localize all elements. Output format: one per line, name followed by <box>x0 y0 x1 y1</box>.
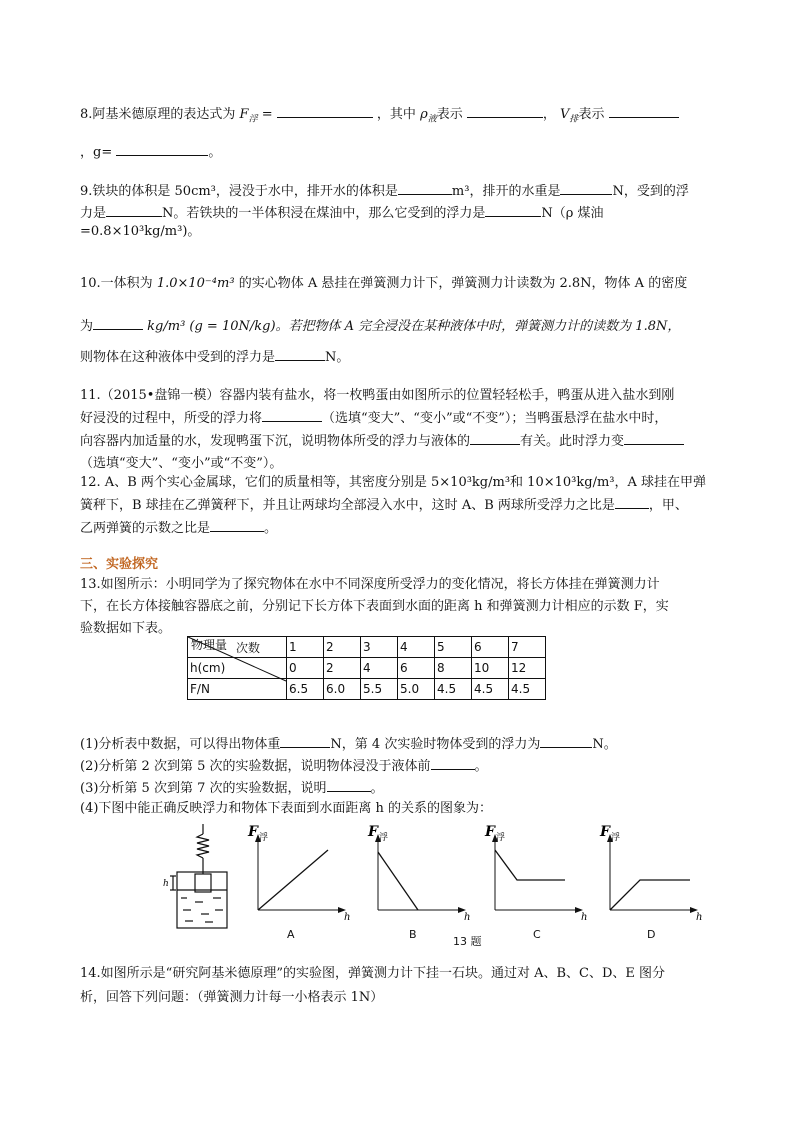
table-cell-trial: 7 <box>509 637 546 658</box>
table-cell-trial: 5 <box>435 637 472 658</box>
graph-curve <box>378 852 418 910</box>
graphs-area <box>240 822 720 942</box>
answer-blank[interactable] <box>277 103 373 118</box>
answer-blank[interactable] <box>262 407 322 422</box>
graph-a <box>247 824 350 923</box>
y-axis-label: F <box>248 824 258 840</box>
question-8-line-2: ，g= 。 <box>80 141 720 164</box>
table-cell: 4 <box>361 658 398 679</box>
formula-v-displaced: $V_排$ <box>560 107 579 125</box>
question-8-line-1: 8.阿基米德原理的表达式为 $F_浮$ = ，其中 $\rho_液$表示 ， $V_排$表示 <box>80 103 720 131</box>
question-12: 12. A、B 两个实心金属球，它们的质量相等，其密度分别是 5×10³kg/m³和 10×10³kg/m³，A 球挂在甲弹 簧秤下，B 球挂在乙弹簧秤下，并且让两球均全部浸入水中，这时 A、B 两球所受浮力之比是 ，甲、 乙两弹簧的示数之比是 。 <box>80 475 707 536</box>
question-10-line-3: 则物体在这种液体中受到的浮力是 N。 <box>80 346 720 369</box>
table-cell: 12 <box>509 658 546 679</box>
x-axis-label: h <box>696 912 703 923</box>
x-axis-label: h <box>464 912 471 923</box>
table-row-label: F/N <box>188 679 287 700</box>
question-11: 11.（2015•盘锦一模）容器内装有盐水，将一枚鸭蛋由如图所示的位置轻轻松手，鸭蛋从进入盐水到刚 好浸没的过程中，所受的浮力将 （选填“变大”、“变小”或“不变”）；当鸭蛋悬浮在盐水中时， 向容器内加适量的水，发现鸭蛋下沉，说明物体所受的浮力与液体的 有关。此时浮力变 （选填“变大”、“变小”或“不变”）。 <box>80 385 720 475</box>
table-cell: 5.0 <box>398 679 435 700</box>
table-cell-trial: 1 <box>287 637 324 658</box>
graph-label-d: D <box>647 928 656 941</box>
table-cell: 6.0 <box>324 679 361 700</box>
graph-d <box>599 824 702 923</box>
answer-blank[interactable] <box>327 777 371 792</box>
table-cell-trial: 3 <box>361 637 398 658</box>
question-9-line-1: 9.铁块的体积是 50cm³，浸没于水中，排开水的体积是 m³，排开的水重是 N，受到的浮 <box>80 180 720 203</box>
table-row <box>188 679 546 700</box>
question-9-line-3: =0.8×10³kg/m³)。 <box>80 224 201 239</box>
table-row <box>188 637 546 658</box>
graph-b <box>367 824 470 923</box>
spring-scale-apparatus-icon <box>170 824 227 928</box>
answer-blank[interactable] <box>615 494 649 509</box>
question-13-intro: 13.如图所示：小明同学为了探究物体在水中不同深度所受浮力的变化情况，将长方体挂在弹簧测力计 下，在长方体接触容器底之前，分别记下长方体下表面到水面的距离 h 和弹簧测力计相应的示数 F，实 验数据如下表。 <box>80 577 669 636</box>
answer-blank[interactable] <box>431 755 475 770</box>
x-axis-label: h <box>581 912 588 923</box>
answer-blank[interactable] <box>116 141 208 156</box>
graph-c <box>484 824 587 923</box>
section-heading: 三、实验探究 <box>80 557 159 572</box>
table-cell: 6.5 <box>287 679 324 700</box>
answer-blank[interactable] <box>467 103 543 118</box>
table-row-label: h(cm) <box>188 658 287 679</box>
table-cell: 5.5 <box>361 679 398 700</box>
table-cell: 4.5 <box>509 679 546 700</box>
question-10-line-2: 为 kg/m³ (g = 10N/kg)。若把物体 A 完全浸没在某种液体中时，弹簧测力计的读数为 1.8N， <box>80 315 720 338</box>
graph-curve <box>610 880 690 910</box>
answer-blank[interactable] <box>275 346 325 361</box>
x-axis-label: h <box>344 912 351 923</box>
answer-blank[interactable] <box>624 430 684 445</box>
graph-label-c: C <box>533 928 541 941</box>
graph-curve <box>258 850 328 910</box>
graph-label-a: A <box>287 928 295 941</box>
answer-blank[interactable] <box>106 202 162 217</box>
y-axis-subscript: 浮 <box>496 833 506 843</box>
answer-blank[interactable] <box>398 180 452 195</box>
y-axis-label: F <box>368 824 378 840</box>
graph-curve <box>495 850 565 880</box>
question-13-subquestions: (1)分析表中数据，可以得出物体重 N，第 4 次实验时物体受到的浮力为 N。 (2)分析第 2 次到第 5 次的实验数据，说明物体浸没于液体前 。 (3)分析第 5 次到第 7 次的实验数据，说明 。 (4)下图中能正确反映浮力和物体下表面到水面距离 h 的关系的图象为： <box>80 733 720 819</box>
figure-caption: 13 题 <box>453 935 482 948</box>
y-axis-subscript: 浮 <box>611 833 621 843</box>
volume-formula: 1.0×10⁻⁴m³ <box>156 276 235 291</box>
table-cell: 0 <box>287 658 324 679</box>
table-cell-trial: 2 <box>324 637 361 658</box>
h-marker-label: h <box>163 879 169 889</box>
graph-label-b: B <box>409 928 417 941</box>
formula-rho-liquid: $\rho_液$ <box>420 107 437 125</box>
y-axis-label: F <box>485 824 495 840</box>
y-axis-label: F <box>600 824 610 840</box>
question-10-line-1: 10.一体积为 1.0×10⁻⁴m³ 的实心物体 A 悬挂在弹簧测力计下，弹簧测力计读数为 2.8N，物体 A 的密度 <box>80 276 688 291</box>
answer-blank[interactable] <box>280 733 330 748</box>
answer-blank[interactable] <box>609 103 679 118</box>
answer-blank[interactable] <box>470 430 520 445</box>
formula-f-float: $F_浮$ <box>239 107 258 125</box>
table-cell: 8 <box>435 658 472 679</box>
answer-blank[interactable] <box>93 315 143 330</box>
table-cell-trial: 6 <box>472 637 509 658</box>
y-axis-subscript: 浮 <box>259 833 269 843</box>
table-cell: 10 <box>472 658 509 679</box>
y-axis-subscript: 浮 <box>379 833 389 843</box>
table-cell-trial: 4 <box>398 637 435 658</box>
answer-blank[interactable] <box>540 733 592 748</box>
table-corner-cell: 次数 物理量 <box>188 637 287 658</box>
question-9-line-2: 力是 N。若铁块的一半体积浸在煤油中，那么它受到的浮力是 N（ρ 煤油 <box>80 202 720 225</box>
table-cell: 6 <box>398 658 435 679</box>
answer-blank[interactable] <box>485 202 541 217</box>
table-cell: 4.5 <box>472 679 509 700</box>
table-cell: 4.5 <box>435 679 472 700</box>
answer-blank[interactable] <box>210 517 264 532</box>
table-cell: 2 <box>324 658 361 679</box>
question-14: 14.如图所示是“研究阿基米德原理”的实验图，弹簧测力计下挂一石块。通过对 A、B、C、D、E 图分 析，回答下列问题：（弹簧测力计每一小格表示 1N） <box>80 966 666 1005</box>
answer-blank[interactable] <box>560 180 612 195</box>
data-table <box>187 636 546 700</box>
